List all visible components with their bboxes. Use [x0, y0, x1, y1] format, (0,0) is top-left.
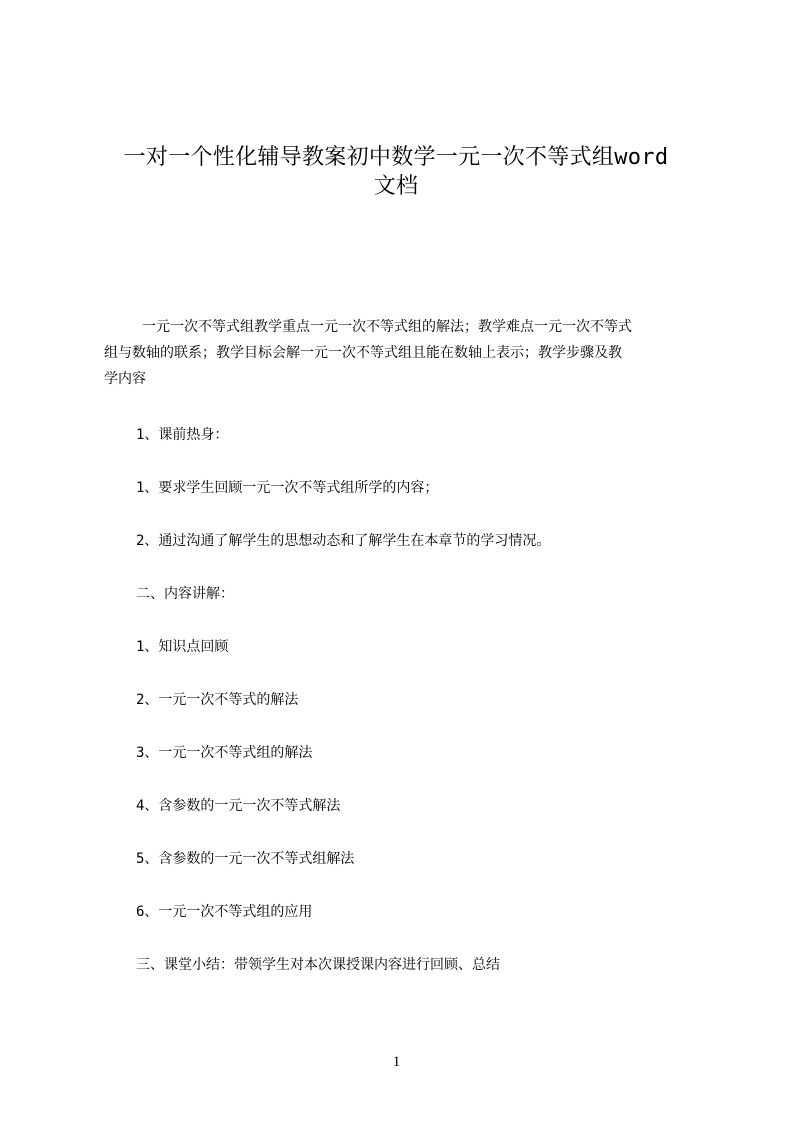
paragraph-item: 5、含参数的一元一次不等式组解法 [136, 851, 355, 867]
paragraph-item: 3、一元一次不等式组的解法 [136, 745, 313, 761]
paragraph-item: 1、知识点回顾 [136, 639, 229, 655]
paragraph-item: 2、通过沟通了解学生的思想动态和了解学生在本章节的学习情况。 [136, 533, 551, 549]
intro-line-2: 组与数轴的联系；教学目标会解一元一次不等式组且能在数轴上表示；教学步骤及教 [104, 345, 622, 361]
title-line-2: 文档 [373, 174, 419, 199]
intro-line-3: 学内容 [104, 371, 146, 387]
paragraph-item: 4、含参数的一元一次不等式解法 [136, 798, 341, 814]
document-title [96, 143, 696, 201]
section-heading-content: 二、内容讲解： [136, 586, 234, 602]
page-number: 1 [392, 1054, 401, 1070]
paragraph-item: 2、一元一次不等式的解法 [136, 692, 299, 708]
paragraph-item: 1、要求学生回顾一元一次不等式组所学的内容； [136, 480, 439, 496]
section-heading-warmup: 1、课前热身： [136, 427, 229, 443]
paragraph-item: 6、一元一次不等式组的应用 [136, 904, 313, 920]
intro-paragraph [104, 314, 704, 392]
intro-line-1: 一元一次不等式组教学重点一元一次不等式组的解法；教学难点一元一次不等式 [142, 319, 632, 335]
section-heading-summary: 三、课堂小结：带领学生对本次课授课内容进行回顾、总结 [136, 957, 500, 973]
title-line-1: 一对一个性化辅导教案初中数学一元一次不等式组word [123, 145, 669, 170]
